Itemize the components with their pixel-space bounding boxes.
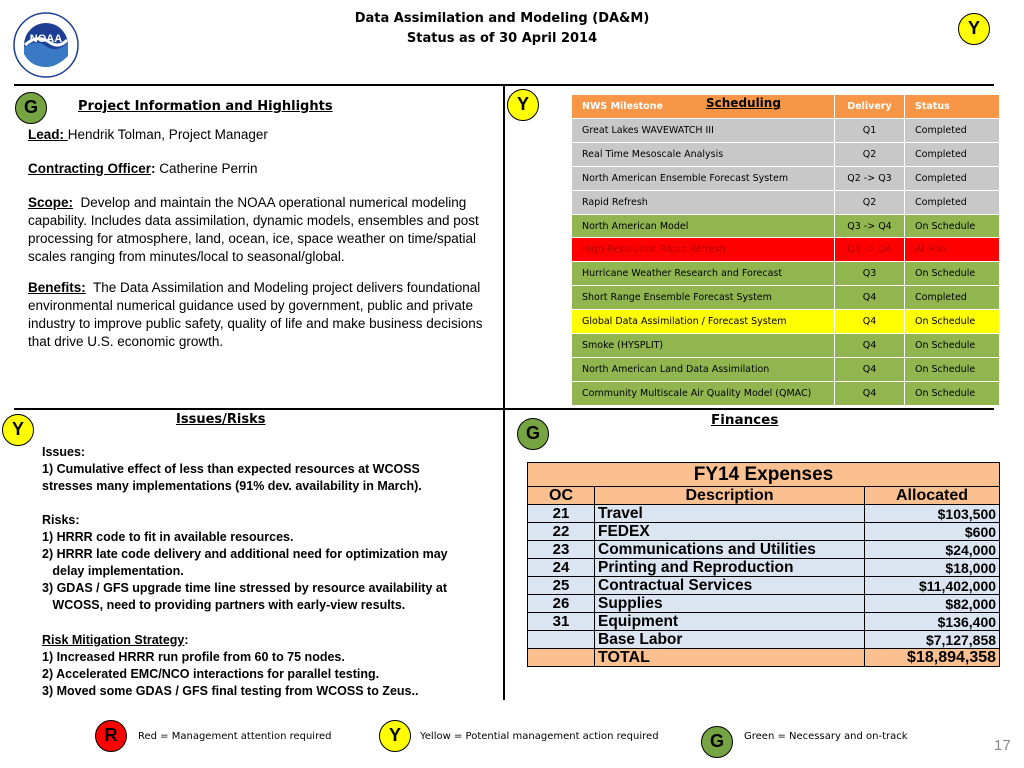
mitigation-colon: : — [184, 633, 189, 647]
allocated-cell: $82,000 — [865, 595, 1000, 613]
finances-section-title: Finances — [711, 412, 779, 428]
status-cell: Completed — [905, 119, 1000, 143]
description-cell: FEDEX — [595, 523, 865, 541]
delivery-cell: Q2 — [835, 190, 905, 214]
expenses-table — [527, 462, 1000, 667]
scheduling-label: Scheduling — [706, 96, 781, 110]
mitigation-label: Risk Mitigation Strategy — [42, 633, 185, 647]
scheduling-row — [572, 334, 1000, 358]
lead-label: Lead: — [28, 127, 68, 142]
milestone-cell: Short Range Ensemble Forecast System — [572, 286, 835, 310]
risk-1: 1) HRRR code to fit in available resources. — [42, 530, 294, 544]
legend-red-text: Red = Management attention required — [138, 731, 332, 742]
scope-text: Develop and maintain the NOAA operational numerical modeling capability. Includes data assimilation, dynamic models, ensembles and post processing for atmosphere, land, ocean, ice, space weather on time/spatial scales ranging from minutes/local to seasonal/global. — [28, 195, 479, 264]
allocated-cell: $18,000 — [865, 559, 1000, 577]
milestone-cell: North American Ensemble Forecast System — [572, 166, 835, 190]
issue-1-line-1: 1) Cumulative effect of less than expected resources at WCOSS — [42, 462, 420, 476]
noaa-logo — [13, 12, 79, 78]
scheduling-row — [572, 310, 1000, 334]
expense-row — [528, 505, 1000, 523]
status-cell: On Schedule — [905, 334, 1000, 358]
delivery-cell: Q4 — [835, 357, 905, 381]
status-cell: Completed — [905, 190, 1000, 214]
oc-cell: 22 — [528, 523, 595, 541]
expense-row — [528, 559, 1000, 577]
description-cell: Contractual Services — [595, 577, 865, 595]
contracting-officer-line — [28, 160, 504, 178]
status-cell: On Schedule — [905, 262, 1000, 286]
scheduling-row — [572, 262, 1000, 286]
lead-line — [28, 126, 504, 144]
co-label: Contracting Officer — [28, 161, 152, 176]
milestone-cell: Great Lakes WAVEWATCH III — [572, 119, 835, 143]
allocated-cell: $24,000 — [865, 541, 1000, 559]
milestone-cell: Global Data Assimilation / Forecast System — [572, 310, 835, 334]
milestone-cell: Community Multiscale Air Quality Model (QMAC) — [572, 381, 835, 405]
col-milestone-header: NWS Milestone — [572, 95, 835, 119]
scheduling-row — [572, 381, 1000, 405]
finances-status-badge: G — [517, 418, 549, 450]
expense-row — [528, 523, 1000, 541]
description-cell: Supplies — [595, 595, 865, 613]
status-cell: On Schedule — [905, 381, 1000, 405]
description-cell: Travel — [595, 505, 865, 523]
milestone-cell: Hurricane Weather Research and Forecast — [572, 262, 835, 286]
col-delivery-header: Delivery — [835, 95, 905, 119]
status-cell: Completed — [905, 286, 1000, 310]
scheduling-row — [572, 119, 1000, 143]
milestone-cell: Real Time Mesoscale Analysis — [572, 142, 835, 166]
scheduling-row — [572, 142, 1000, 166]
col-allocated-header: Allocated — [865, 487, 1000, 505]
expense-row — [528, 631, 1000, 649]
oc-cell: 23 — [528, 541, 595, 559]
oc-cell: 31 — [528, 613, 595, 631]
expenses-title-row — [528, 463, 1000, 487]
allocated-cell: $11,402,000 — [865, 577, 1000, 595]
page-subtitle: Status as of 30 April 2014 — [406, 31, 598, 46]
col-description-header: Description — [595, 487, 865, 505]
lead-value: Hendrik Tolman, Project Manager — [67, 127, 268, 142]
legend-yellow-text: Yellow = Potential management action required — [420, 731, 659, 742]
middle-divider — [14, 408, 994, 410]
description-cell: Equipment — [595, 613, 865, 631]
project-status-badge: G — [15, 92, 47, 124]
issues-status-badge: Y — [2, 414, 34, 446]
mitigation-3: 3) Moved some GDAS / GFS final testing from WCOSS to Zeus.. — [42, 684, 419, 698]
legend-yellow-badge: Y — [379, 720, 411, 752]
issues-label: Issues: — [42, 445, 86, 459]
milestone-cell: High-Resolution Rapid Refresh — [572, 238, 835, 262]
delivery-cell: Q3 — [835, 262, 905, 286]
expenses-total-row — [528, 649, 1000, 667]
scope-label: Scope: — [28, 195, 74, 210]
co-sep: : — [151, 161, 160, 176]
center-divider — [503, 86, 505, 700]
scheduling-row — [572, 286, 1000, 310]
delivery-cell: Q3 -> Q4 — [835, 214, 905, 238]
logo-text: NOAA — [29, 33, 63, 45]
col-status-header: Status — [905, 95, 1000, 119]
benefits-paragraph — [28, 279, 504, 351]
co-value: Catherine Perrin — [159, 161, 258, 176]
status-cell: Completed — [905, 142, 1000, 166]
description-cell: Printing and Reproduction — [595, 559, 865, 577]
milestone-cell: North American Land Data Assimilation — [572, 357, 835, 381]
project-section-title: Project Information and Highlights — [78, 99, 333, 114]
scheduling-row — [572, 357, 1000, 381]
status-cell: Completed — [905, 166, 1000, 190]
scheduling-status-badge: Y — [507, 89, 539, 121]
scheduling-header-row — [572, 95, 1000, 119]
delivery-cell: Q4 — [835, 381, 905, 405]
oc-cell: 24 — [528, 559, 595, 577]
milestone-cell: Smoke (HYSPLIT) — [572, 334, 835, 358]
expenses-table-title: FY14 Expenses — [528, 463, 1000, 487]
risk-3-line-1: 3) GDAS / GFS upgrade time line stressed by resource availability at — [42, 581, 447, 595]
expense-row — [528, 613, 1000, 631]
delivery-cell: Q2 -> Q3 — [835, 166, 905, 190]
page-title: Data Assimilation and Modeling (DA&M) — [354, 11, 650, 26]
description-cell: Base Labor — [595, 631, 865, 649]
allocated-cell: $600 — [865, 523, 1000, 541]
oc-cell: 26 — [528, 595, 595, 613]
risks-label: Risks: — [42, 513, 80, 527]
expense-row — [528, 541, 1000, 559]
status-cell: At Risk — [905, 238, 1000, 262]
expense-row — [528, 577, 1000, 595]
mitigation-2: 2) Accelerated EMC/NCO interactions for parallel testing. — [42, 667, 380, 681]
risk-2-line-2: delay implementation. — [42, 564, 184, 578]
allocated-cell: $7,127,858 — [865, 631, 1000, 649]
milestone-cell: North American Model — [572, 214, 835, 238]
risk-2-line-1: 2) HRRR late code delivery and additional need for optimization may — [42, 547, 448, 561]
total-oc-cell — [528, 649, 595, 667]
delivery-cell: Q2 — [835, 142, 905, 166]
overall-status-badge: Y — [958, 13, 990, 45]
benefits-text: The Data Assimilation and Modeling project delivers foundational environmental numerical guidance used by government, public and private industry to improve public safety, quality of life and make business decisions that drive U.S. economic growth. — [28, 280, 483, 349]
total-label: TOTAL — [595, 649, 865, 667]
delivery-cell: Q1 — [835, 119, 905, 143]
benefits-label: Benefits: — [28, 280, 86, 295]
mitigation-heading — [42, 632, 189, 650]
legend-green-text: Green = Necessary and on-track — [744, 731, 908, 742]
issue-1-line-2: stresses many implementations (91% dev. availability in March). — [42, 479, 422, 493]
delivery-cell: Q4 — [835, 310, 905, 334]
status-cell: On Schedule — [905, 214, 1000, 238]
milestone-cell: Rapid Refresh — [572, 190, 835, 214]
allocated-cell: $136,400 — [865, 613, 1000, 631]
oc-cell: 21 — [528, 505, 595, 523]
allocated-cell: $103,500 — [865, 505, 1000, 523]
expense-row — [528, 595, 1000, 613]
total-amount: $18,894,358 — [865, 649, 1000, 667]
expenses-header-row — [528, 487, 1000, 505]
legend-red-badge: R — [95, 720, 127, 752]
page-number: 17 — [994, 737, 1011, 754]
scheduling-table — [571, 94, 1000, 406]
oc-cell: 25 — [528, 577, 595, 595]
scheduling-row — [572, 166, 1000, 190]
mitigation-1: 1) Increased HRRR run profile from 60 to 75 nodes. — [42, 650, 345, 664]
risk-3-line-2: WCOSS, need to providing partners with early-view results. — [42, 598, 406, 612]
issues-section-title: Issues/Risks — [176, 412, 266, 427]
oc-cell — [528, 631, 595, 649]
delivery-cell: Q4 — [835, 334, 905, 358]
delivery-cell: Q4 — [835, 286, 905, 310]
scheduling-row — [572, 238, 1000, 262]
scheduling-row — [572, 214, 1000, 238]
scope-paragraph — [28, 194, 504, 266]
status-cell: On Schedule — [905, 357, 1000, 381]
col-oc-header: OC — [528, 487, 595, 505]
legend-green-badge: G — [701, 726, 733, 758]
status-cell: On Schedule — [905, 310, 1000, 334]
delivery-cell: Q3 -> Q4 — [835, 238, 905, 262]
scheduling-row — [572, 190, 1000, 214]
description-cell: Communications and Utilities — [595, 541, 865, 559]
